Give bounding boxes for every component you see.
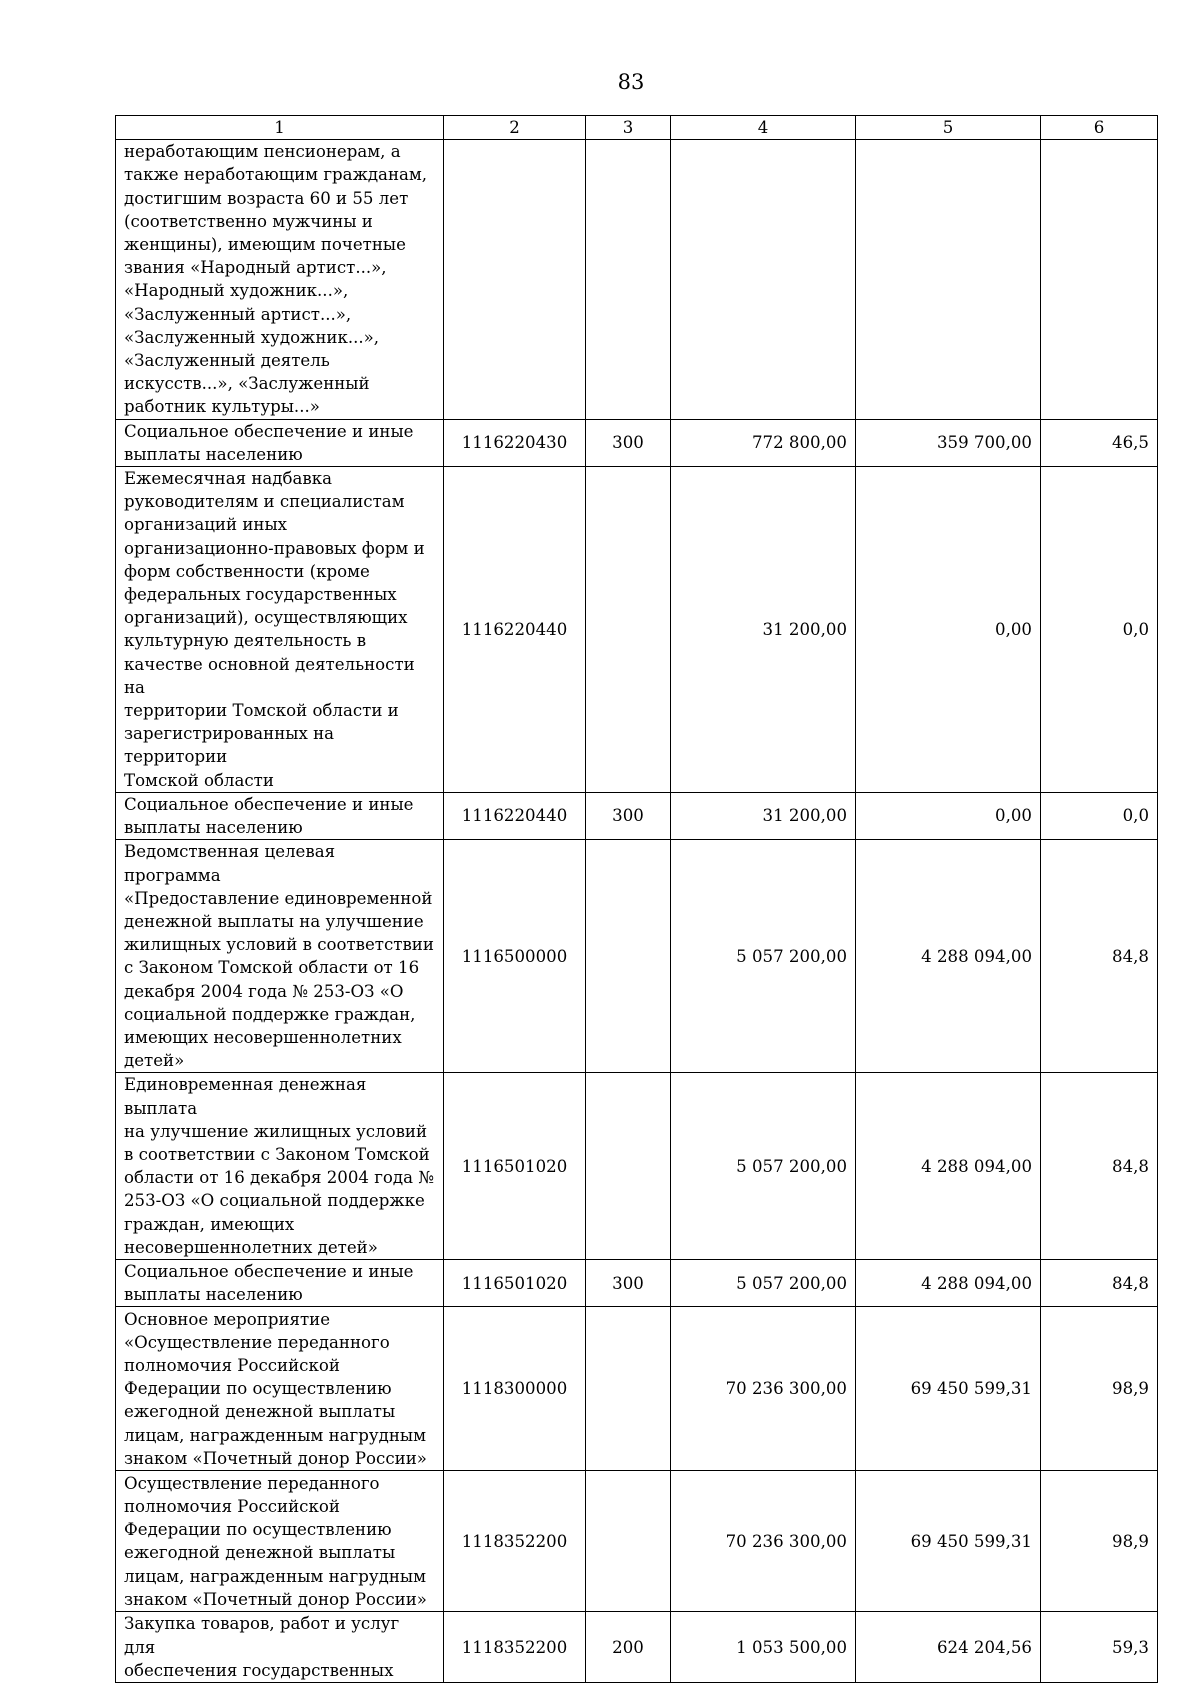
table-row [116,1612,1158,1683]
row-type [586,1073,671,1260]
row-code: 1118352200 [444,1471,586,1612]
row-code: 1116501020 [444,1259,586,1306]
row-plan: 772 800,00 [671,419,856,466]
row-type: 300 [586,792,671,839]
row-type [586,840,671,1073]
row-percent: 59,3 [1041,1612,1158,1683]
row-plan: 5 057 200,00 [671,840,856,1073]
row-actual: 0,00 [856,467,1041,793]
row-code: 1116220440 [444,792,586,839]
row-plan: 31 200,00 [671,467,856,793]
row-percent: 84,8 [1041,1073,1158,1260]
table-row [116,1471,1158,1612]
row-name: Единовременная денежная выплата на улучшение жилищных условий в соответствии с Законом Томской области от 16 декабря 2004 года № 253-ОЗ «О социальной поддержке граждан, имеющих несовершеннолетних детей» [116,1073,444,1260]
row-percent: 0,0 [1041,792,1158,839]
row-name: Ежемесячная надбавка руководителям и специалистам организаций иных организационно-правовых форм и форм собственности (кроме федеральных государственных организаций), осуществляющих культурную деятельность в качестве основной деятельности на территории Томской области и зарегистрированных на территории Томской области [116,467,444,793]
row-name: Социальное обеспечение и иные выплаты населению [116,792,444,839]
column-header-6: 6 [1041,116,1158,140]
page-number: 83 [617,70,645,94]
row-name: Закупка товаров, работ и услуг для обеспечения государственных [116,1612,444,1683]
column-header-1: 1 [116,116,444,140]
row-code: 1118300000 [444,1307,586,1471]
table-row [116,792,1158,839]
table-row [116,467,1158,793]
row-actual: 0,00 [856,792,1041,839]
row-type: 300 [586,1259,671,1306]
row-type [586,467,671,793]
row-actual: 4 288 094,00 [856,1073,1041,1260]
row-type [586,1307,671,1471]
row-actual: 4 288 094,00 [856,840,1041,1073]
row-code: 1116220440 [444,467,586,793]
row-actual: 69 450 599,31 [856,1307,1041,1471]
row-type: 300 [586,419,671,466]
row-percent: 98,9 [1041,1307,1158,1471]
row-name: неработающим пенсионерам, а также неработающим гражданам, достигшим возраста 60 и 55 лет (соответственно мужчины и женщины), имеющим почетные звания «Народный артист...», «Народный художник...», «Заслуженный артист...», «Заслуженный художник...», «Заслуженный деятель искусств...», «Заслуженный работник культуры...» [116,140,444,419]
row-name: Основное мероприятие «Осуществление переданного полномочия Российской Федерации по осуществлению ежегодной денежной выплаты лицам, награжденным нагрудным знаком «Почетный донор России» [116,1307,444,1471]
row-name: Социальное обеспечение и иные выплаты населению [116,1259,444,1306]
row-plan: 31 200,00 [671,792,856,839]
table-row [116,1307,1158,1471]
row-type [586,1471,671,1612]
table-row [116,1073,1158,1260]
row-type [586,140,671,419]
table-row [116,419,1158,466]
row-actual [856,140,1041,419]
table-row [116,1259,1158,1306]
row-actual: 69 450 599,31 [856,1471,1041,1612]
budget-table [115,115,1158,1683]
row-actual: 4 288 094,00 [856,1259,1041,1306]
row-percent: 84,8 [1041,1259,1158,1306]
row-percent: 84,8 [1041,840,1158,1073]
row-name: Осуществление переданного полномочия Российской Федерации по осуществлению ежегодной денежной выплаты лицам, награжденным нагрудным знаком «Почетный донор России» [116,1471,444,1612]
row-plan: 1 053 500,00 [671,1612,856,1683]
row-code [444,140,586,419]
row-type: 200 [586,1612,671,1683]
row-percent: 46,5 [1041,419,1158,466]
row-percent [1041,140,1158,419]
row-percent: 0,0 [1041,467,1158,793]
row-plan [671,140,856,419]
row-actual: 359 700,00 [856,419,1041,466]
column-header-4: 4 [671,116,856,140]
row-name: Социальное обеспечение и иные выплаты населению [116,419,444,466]
row-plan: 5 057 200,00 [671,1073,856,1260]
row-plan: 70 236 300,00 [671,1471,856,1612]
row-code: 1118352200 [444,1612,586,1683]
row-percent: 98,9 [1041,1471,1158,1612]
header-row [116,116,1158,140]
row-code: 1116220430 [444,419,586,466]
row-code: 1116500000 [444,840,586,1073]
table-row [116,840,1158,1073]
row-actual: 624 204,56 [856,1612,1041,1683]
table-row [116,140,1158,419]
column-header-3: 3 [586,116,671,140]
column-header-5: 5 [856,116,1041,140]
row-name: Ведомственная целевая программа «Предоставление единовременной денежной выплаты на улучшение жилищных условий в соответствии с Законом Томской области от 16 декабря 2004 года № 253-ОЗ «О социальной поддержке граждан, имеющих несовершеннолетних детей» [116,840,444,1073]
row-plan: 5 057 200,00 [671,1259,856,1306]
column-header-2: 2 [444,116,586,140]
row-code: 1116501020 [444,1073,586,1260]
row-plan: 70 236 300,00 [671,1307,856,1471]
